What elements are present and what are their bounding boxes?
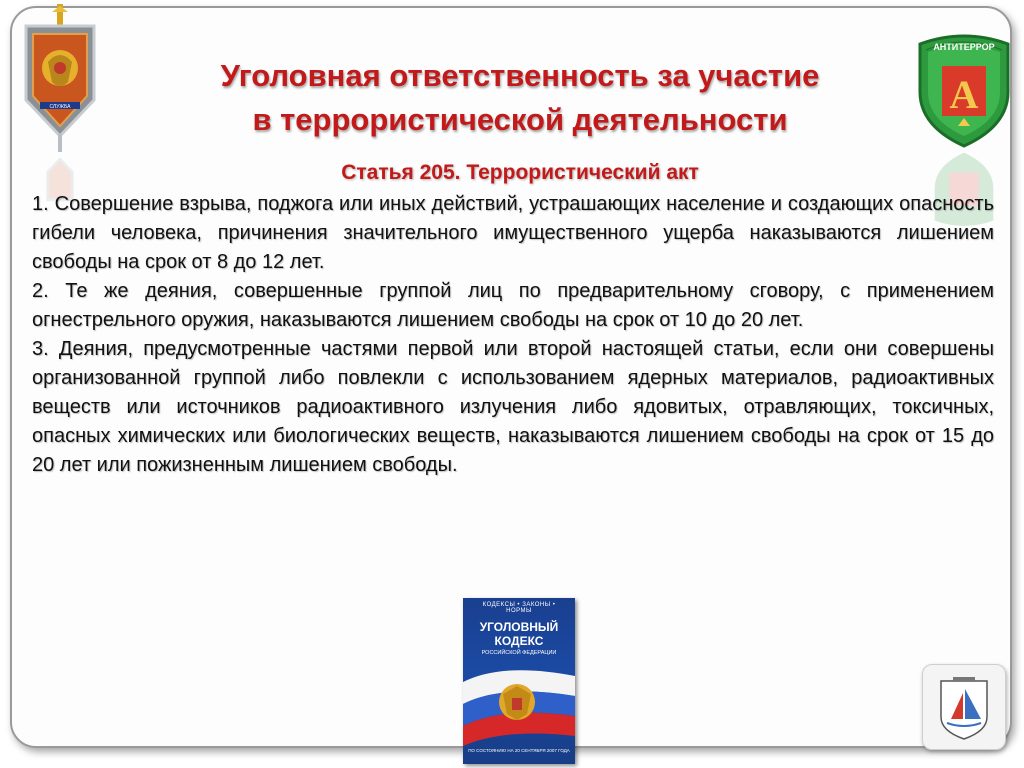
book-title-line-2: КОДЕКС	[494, 634, 544, 648]
emblem-right-text: АНТИТЕРРОР	[933, 42, 995, 52]
article-part-2: 2. Те же деяния, совершенные группой лиц по предварительному сговору, с применением огнестрельного оружия, наказываются лишением свободы на срок от 10 до 20 лет.	[32, 280, 994, 331]
emblem-left-text: СЛУЖБА	[49, 104, 71, 110]
slide-title	[0, 54, 1024, 142]
sailboat-shield-logo-icon	[923, 665, 1005, 749]
russian-flag-coat-of-arms-icon	[463, 662, 575, 746]
article-body	[32, 190, 994, 480]
book-subtitle: РОССИЙСКОЙ ФЕДЕРАЦИИ	[481, 650, 557, 656]
article-part-1: 1. Совершение взрыва, поджога или иных действий, устрашающих население и создающих опасность гибели человека, причинения значительного имущественного ущерба наказываются лишением свободы на срок от 8 до 12 лет.	[32, 193, 994, 273]
book-bottom-line: ПО СОСТОЯНИЮ НА 20 СЕНТЯБРЯ 2007 ГОДА	[468, 748, 570, 753]
article-heading: Статья 205. Террористический акт	[341, 161, 699, 184]
criminal-code-book-icon	[463, 598, 575, 764]
book-title	[471, 620, 567, 648]
book-top-line: КОДЕКСЫ • ЗАКОНЫ • НОРМЫ	[482, 602, 556, 614]
corner-logo	[922, 664, 1006, 750]
book-title-line-1: УГОЛОВНЫЙ	[479, 620, 559, 634]
slide-title-line-1: Уголовная ответственность за участие	[220, 58, 820, 93]
emblem-right-letter: А	[949, 72, 979, 117]
article-part-3: 3. Деяния, предусмотренные частями первой или второй настоящей статьи, если они совершены организованной группой либо повлекли с использованием ядерных материалов, радиоактивных веществ или источников радиоактивного излучения либо ядовитых, отравляющих, токсичных, опасных химических или биологических веществ, наказываются лишением свободы на срок от 15 до 20 лет или пожизненным лишением свободы.	[32, 338, 994, 476]
slide-title-line-2: в террористической деятельности	[252, 102, 788, 137]
